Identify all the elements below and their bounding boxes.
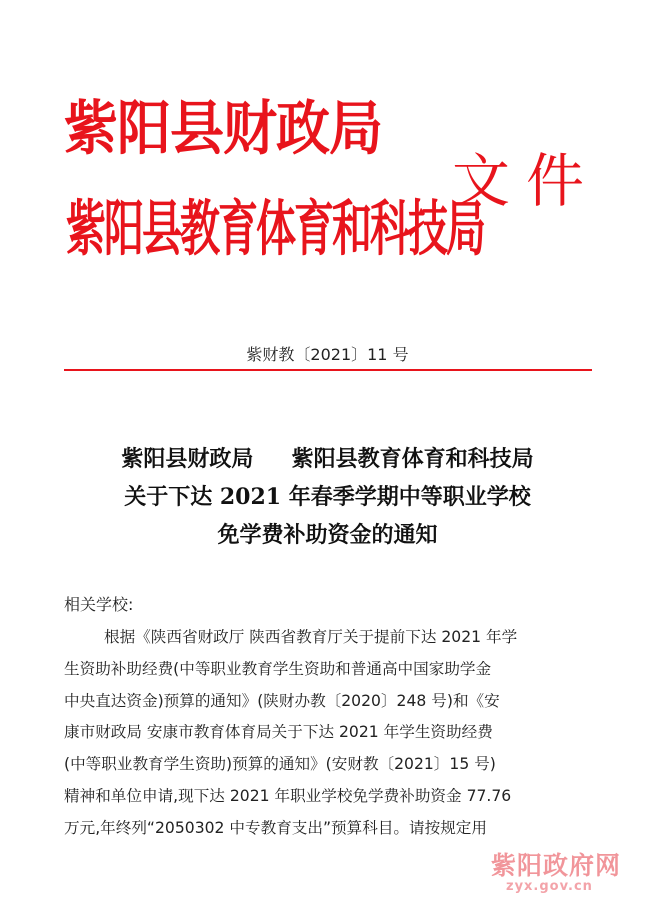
document-number: 紫财教〔2021〕11 号	[246, 345, 409, 364]
header-divider	[64, 369, 592, 371]
body-line: 精神和单位申请,现下达 2021 年职业学校免学费补助资金 77.76	[64, 786, 512, 805]
body-line: 根据《陕西省财政厅 陕西省教育厅关于提前下达 2021 年学	[104, 628, 518, 646]
body-line: (中等职业教育学生资助)预算的通知》(安财教〔2021〕15 号)	[64, 755, 496, 774]
salutation: 相关学校:	[64, 595, 134, 614]
document-label: 文件	[452, 147, 601, 215]
document-title	[0, 440, 655, 554]
body-line: 康市财政局 安康市教育体育局关于下达 2021 年学生资助经费	[64, 723, 493, 742]
body-line: 中央直达资金)预算的通知》(陕财办教〔2020〕248 号)和《安	[64, 691, 500, 710]
title-line-3: 免学费补助资金的通知	[217, 522, 438, 548]
issuer-education-bureau: 紫阳县教育体育和科技局	[66, 195, 484, 265]
watermark-site-url: zyx.gov.cn	[506, 879, 593, 894]
issuer-finance-bureau: 紫阳县财政局	[64, 94, 382, 163]
body-paragraph	[64, 622, 604, 845]
title-line-1: 紫阳县财政局 紫阳县教育体育和科技局	[121, 446, 534, 472]
watermark-site-name: 紫阳政府网	[491, 851, 622, 880]
body-line: 生资助补助经费(中等职业教育学生资助和普通高中国家助学金	[64, 659, 492, 678]
title-line-2: 关于下达 2021 年春季学期中等职业学校	[124, 484, 531, 510]
body-line: 万元,年终列“2050302 中专教育支出”预算科目。请按规定用	[64, 818, 487, 837]
